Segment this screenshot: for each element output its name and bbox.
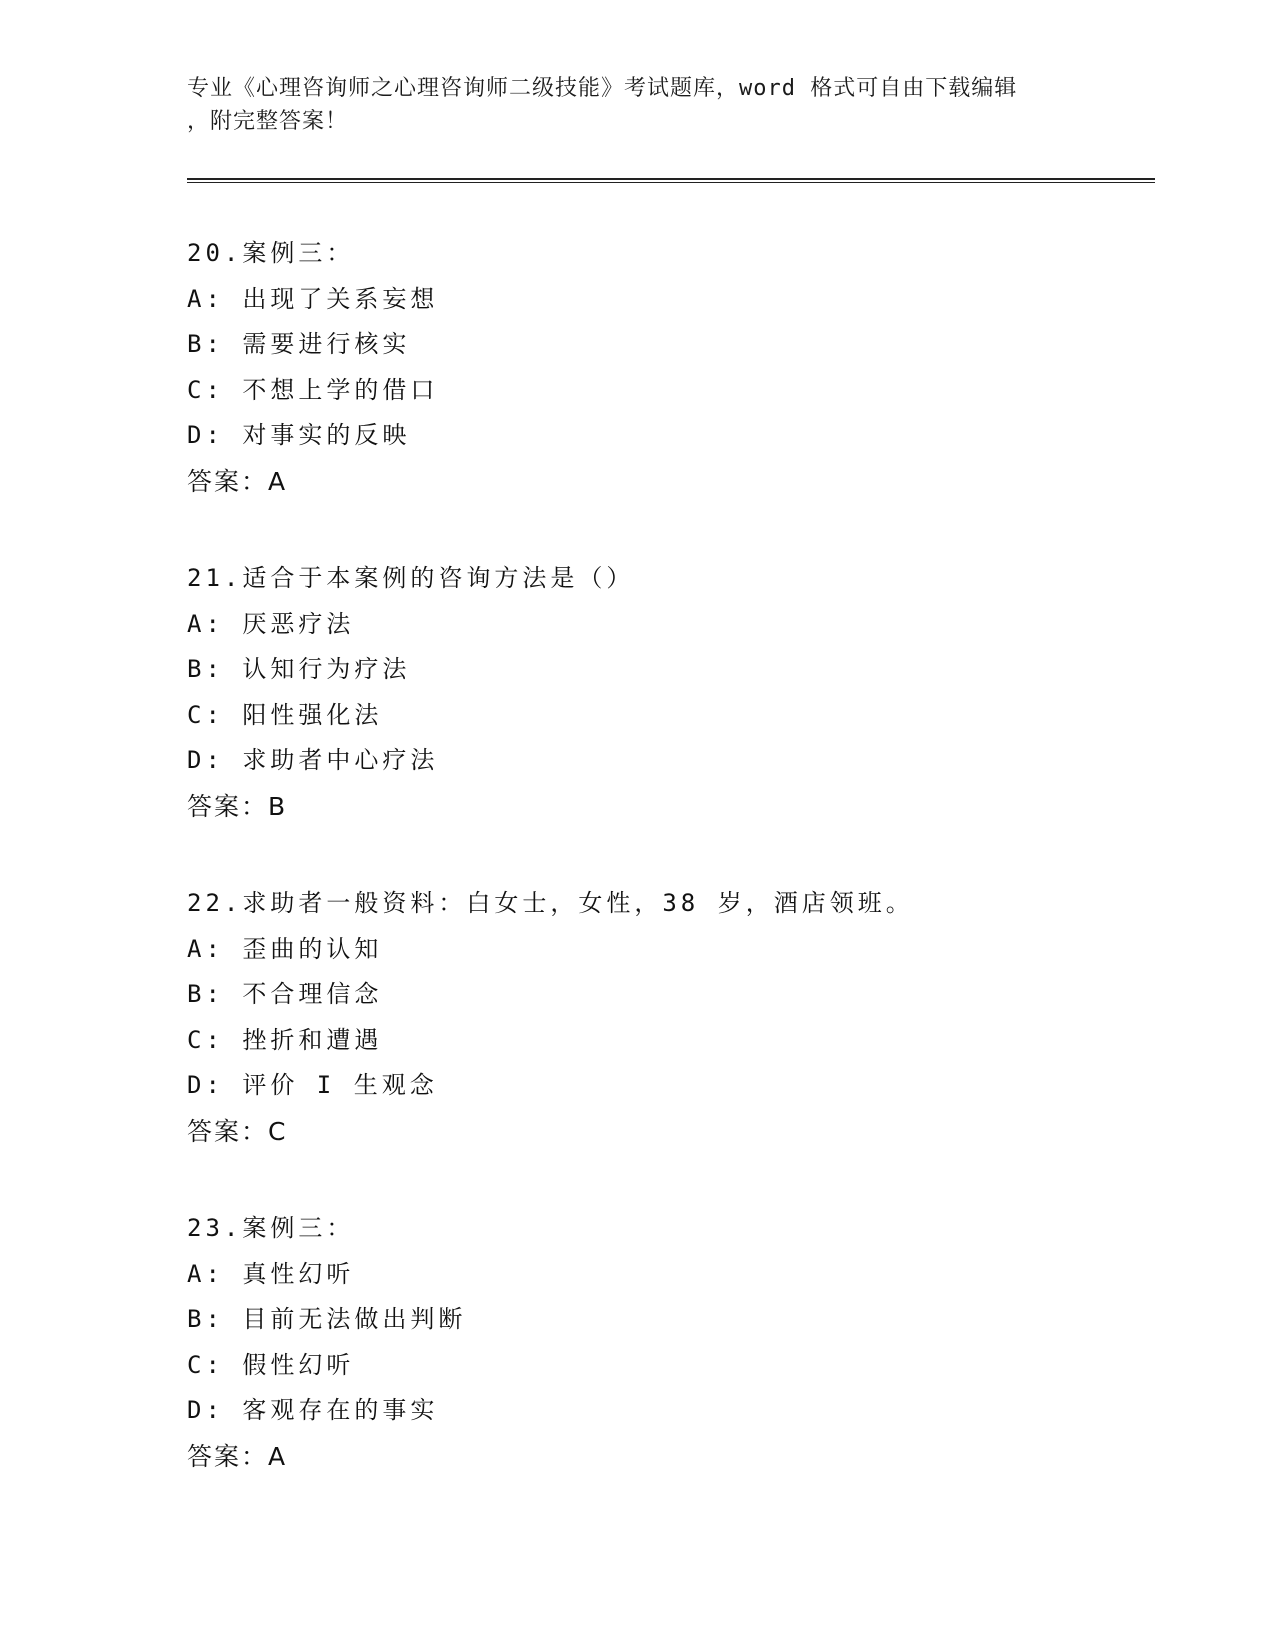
question-21 [187,556,1087,829]
option-a: A: 真性幻听 [187,1259,355,1288]
question-22 [187,881,1087,1154]
document-header [187,72,1087,138]
option-d: D: 客观存在的事实 [187,1396,439,1424]
option-d: D: 对事实的反映 [187,421,411,449]
question-20 [187,231,1087,504]
option-b: B: 需要进行核实 [187,330,411,358]
answer-line: 答案：C [187,1116,288,1146]
question-stem: 21.适合于本案例的咨询方法是（） [187,564,635,592]
option-c: C: 阳性强化法 [187,700,383,729]
option-c: C: 挫折和遭遇 [187,1025,383,1054]
question-stem: 20.案例三： [187,239,355,267]
option-b: B: 目前无法做出判断 [187,1305,467,1333]
option-d: D: 求助者中心疗法 [187,746,439,774]
option-b: B: 不合理信念 [187,980,383,1008]
header-divider [187,178,1155,183]
question-23 [187,1206,1087,1479]
option-b: B: 认知行为疗法 [187,655,411,683]
option-d: D: 评价 I 生观念 [187,1071,438,1099]
question-stem: 22.求助者一般资料：白女士，女性，38 岁，酒店领班。 [187,889,914,917]
question-stem: 23.案例三： [187,1214,355,1242]
option-a: A: 歪曲的认知 [187,934,383,963]
option-a: A: 出现了关系妄想 [187,284,439,313]
option-a: A: 厌恶疗法 [187,609,355,638]
header-line-2: ，附完整答案！ [187,109,349,134]
answer-line: 答案：A [187,466,288,496]
option-c: C: 不想上学的借口 [187,375,439,404]
answer-line: 答案：B [187,791,288,821]
option-c: C: 假性幻听 [187,1350,355,1379]
answer-line: 答案：A [187,1441,288,1471]
header-line-1: 专业《心理咨询师之心理咨询师二级技能》考试题库，word 格式可自由下载编辑 [187,76,1018,101]
